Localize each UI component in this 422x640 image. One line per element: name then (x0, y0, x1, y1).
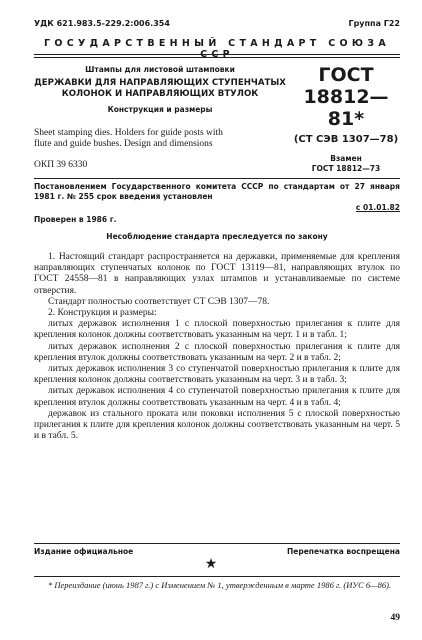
sev-reference: (СТ СЭВ 1307—78) (293, 134, 399, 145)
law-notice: Несоблюдение стандарта преследуется по закону (106, 232, 328, 241)
checked-year: Проверен в 1986 г. (34, 215, 117, 224)
replaces-block (292, 154, 400, 174)
body-paragraph: литых державок исполнения 4 со ступенчатой поверхностью прилегания к плите для крепления втулок должны соответствовать указанным на черт. 4 и в табл. 4; (34, 386, 400, 408)
subtitle: Штампы для листовой штамповки (85, 65, 235, 74)
gost-block (292, 64, 400, 174)
header-rule-thin (34, 57, 400, 58)
english-title-line-1: Sheet stamping dies. Holders for guide posts with (34, 128, 223, 138)
title-line-2: КОЛОНОК И НАПРАВЛЯЮЩИХ ВТУЛОК (61, 89, 259, 99)
body-paragraph: литых державок исполнения 3 со ступенчатой поверхностью прилегания к плите для крепления колонок должны соответствовать указанным на черт. 3 и в табл. 3; (34, 364, 400, 386)
body-paragraph: 2. Конструкция и размеры: (48, 308, 157, 319)
footnote-rule (34, 576, 400, 577)
official-edition: Издание официальное (34, 547, 134, 556)
document-title (34, 78, 286, 100)
okp-code: ОКП 39 6330 (34, 160, 88, 170)
decree-text: Постановлением Государственного комитета СССР по стандартам от 27 января 1981 г. № 255 срок введения установлен (34, 182, 400, 201)
star-icon: ★ (204, 557, 218, 572)
footnote: * Переиздание (июнь 1987 г.) с Изменением № 1, утвержденным в марте 1986 г. (ИУС 6—86). (48, 580, 392, 590)
body-paragraph: литых державок исполнения 2 с плоской поверхностью прилегания к плите для крепления втулок должны соответствовать указанным на черт. 2 и в табл. 2; (34, 341, 400, 363)
english-title-line-2: flute and guide bushes. Design and dimensions (34, 139, 213, 149)
body-text (34, 252, 400, 442)
title-block (34, 65, 286, 114)
gost-number: 18812—81* (303, 86, 389, 130)
subtitle-design: Конструкция и размеры (107, 105, 213, 114)
replaces-value: ГОСТ 18812—73 (311, 164, 381, 173)
footer-rule (34, 543, 400, 544)
effective-date: с 01.01.82 (355, 203, 400, 212)
udk-code: УДК 621.983.5-229.2:006.354 (34, 19, 170, 28)
gost-label: ГОСТ (318, 64, 374, 86)
state-standard-banner: ГОСУДАРСТВЕННЫЙ СТАНДАРТ СОЮЗА ССР (43, 38, 390, 60)
body-paragraph: 1. Настоящий стандарт распространяется на державки, применяемые для крепления направляющих ступенчатых колонок по ГОСТ 13119—81, направляющих втулок по ГОСТ 24558—81 в направляющих узлах штампов и устанавливаемые по системе отверстия. (34, 252, 400, 296)
page-number: 49 (390, 613, 400, 623)
body-paragraph: державок из стального проката или поковки исполнения 5 с плоской поверхностью прилегания к плите для крепления колонок должны соответствовать указанным на черт. 5 и в табл. 5. (34, 408, 400, 442)
header-rule-thick (34, 54, 400, 55)
english-title (34, 128, 286, 150)
body-paragraph: Стандарт полностью соответствует СТ СЭВ 1307—78. (48, 296, 270, 307)
title-line-1: ДЕРЖАВКИ ДЛЯ НАПРАВЛЯЮЩИХ СТУПЕНЧАТЫХ (34, 78, 286, 88)
reprint-prohibited: Перепечатка воспрещена (286, 547, 400, 556)
replaces-label: Взамен (330, 154, 362, 163)
decree-rule (34, 178, 400, 179)
body-paragraph: литых державок исполнения 1 с плоской поверхностью прилегания к плите для крепления колонок должны соответствовать указанным на черт. 1 и в табл. 1; (34, 319, 400, 341)
group-code: Группа Г22 (348, 19, 400, 28)
